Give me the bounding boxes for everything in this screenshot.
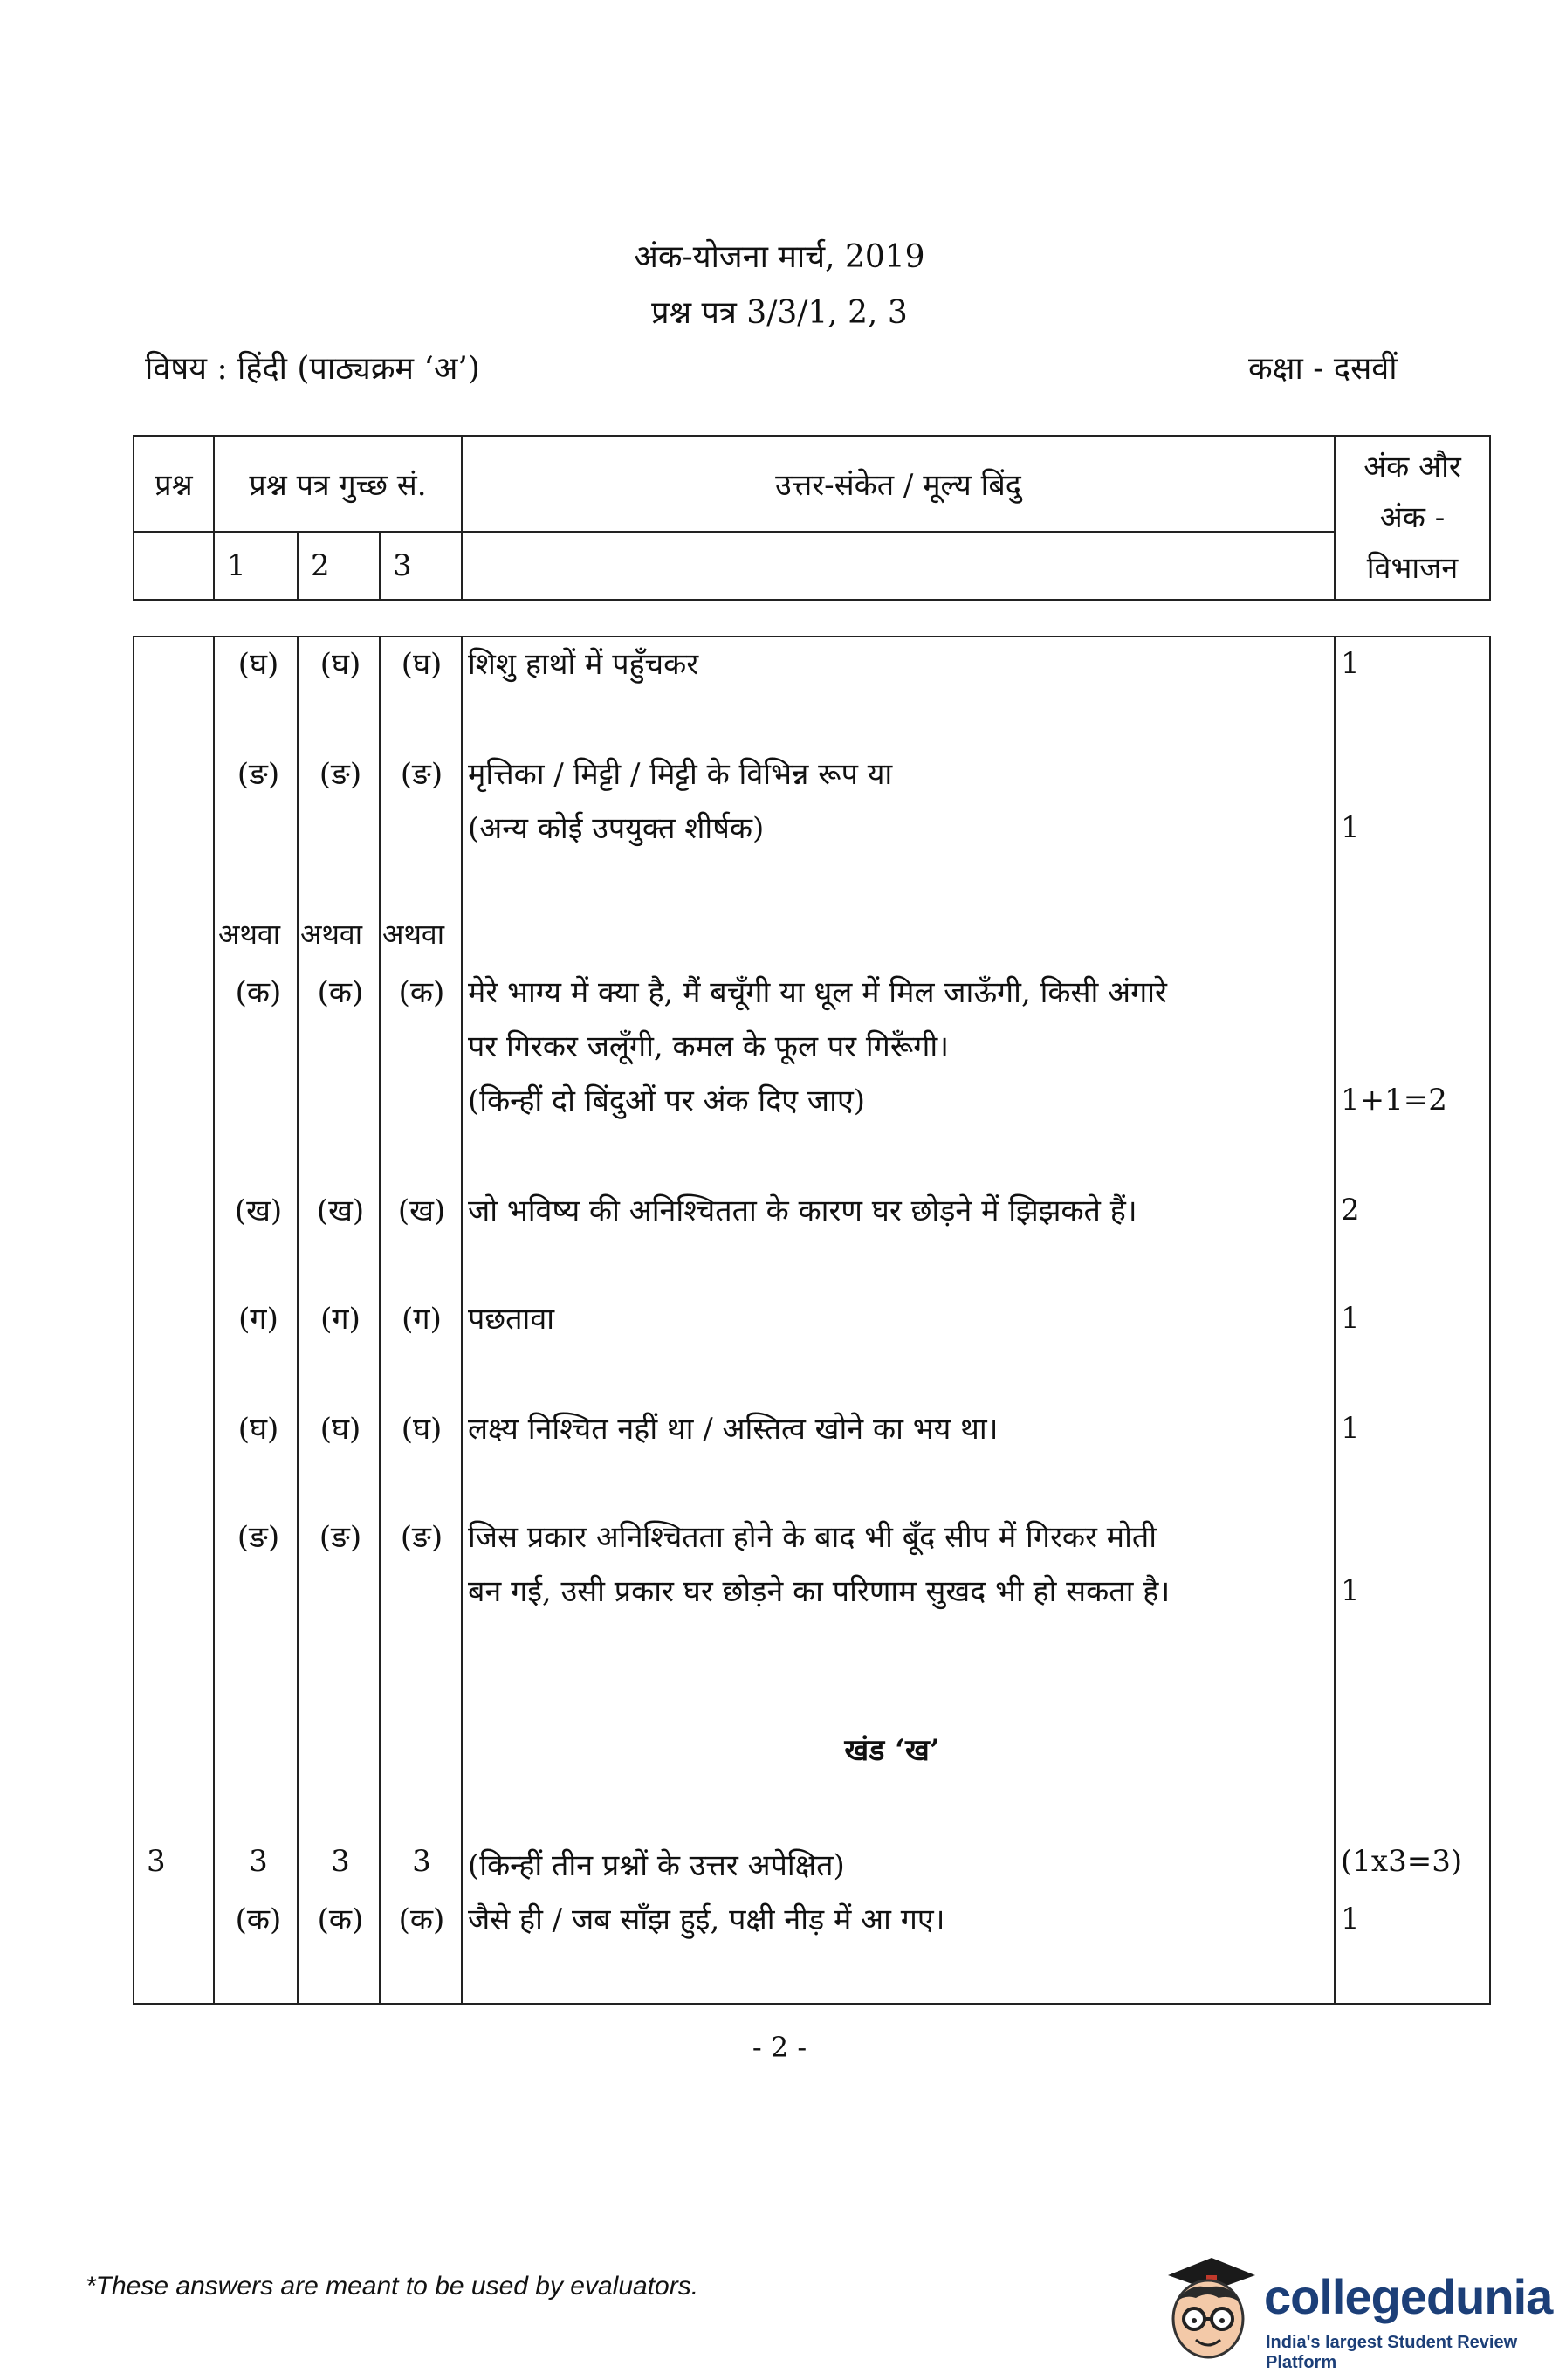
set1-label: (ङ) [237, 757, 280, 792]
set1-label: (ग) [238, 1302, 278, 1337]
set3-label: (क) [398, 975, 445, 1010]
set3-number: 3 [412, 1844, 431, 1879]
page-number: - 2 - [752, 2031, 807, 2064]
set2-number: 3 [331, 1844, 350, 1879]
answer-text: (किन्हीं दो बिंदुओं पर अंक दिए जाए) [468, 1083, 866, 1118]
set2-label: (ङ) [319, 757, 362, 792]
header-set: प्रश्न पत्र गुच्छ सं. [214, 436, 462, 532]
header-question: प्रश्न [134, 436, 214, 532]
logo-tagline: India's largest Student Review Platform [1266, 2333, 1518, 2372]
answer-text: जो भविष्य की अनिश्चितता के कारण घर छोड़ने में झिझकते हैं। [468, 1193, 1137, 1228]
answer-text: (अन्य कोई उपयुक्त शीर्षक) [468, 811, 765, 846]
set2-label: (घ) [319, 647, 361, 682]
marks-value: 1 [1341, 1411, 1360, 1446]
instruction-marks: (1x3=3) [1341, 1844, 1463, 1879]
answer-text: मेरे भाग्य में क्या है, मैं बचूँगी या धूल में मिल जाऊँगी, किसी अंगारे [468, 975, 1167, 1010]
marks-value: 1 [1341, 1573, 1360, 1608]
set2-label: (ख) [316, 1193, 365, 1228]
marks-value: 1 [1341, 646, 1360, 681]
col-question [134, 636, 214, 2004]
collegedunia-logo[interactable] [1150, 2249, 1553, 2372]
marks-value: 1 [1341, 1902, 1360, 1936]
set3-label: (ङ) [400, 757, 443, 792]
question-number: 3 [147, 1844, 166, 1879]
or-label-2: अथवा [300, 918, 362, 951]
set1-number: 3 [249, 1844, 268, 1879]
footer-note: *These answers are meant to be used by evaluators. [86, 2272, 699, 2301]
answer-text: जैसे ही / जब साँझ हुई, पक्षी नीड़ में आ गए। [468, 1902, 945, 1937]
answer-text: पछतावा [468, 1302, 555, 1337]
header-marks: अंक और अंक - विभाजन [1335, 436, 1490, 600]
logo-wordmark: collegedunia [1264, 2269, 1553, 2324]
answer-text: बन गई, उसी प्रकार घर छोड़ने का परिणाम सुखद भी हो सकता है। [468, 1574, 1171, 1609]
answer-text: पर गिरकर जलूँगी, कमल के फूल पर गिरूँगी। [468, 1029, 950, 1064]
marks-value: 2 [1341, 1193, 1360, 1228]
set3-label: (ङ) [400, 1520, 443, 1555]
header-table [133, 435, 1491, 601]
marks-value: 1+1=2 [1341, 1083, 1447, 1118]
set3-label: (घ) [401, 647, 443, 682]
class-label: कक्षा - दसवीं [1248, 351, 1398, 387]
set3-label: (ख) [397, 1193, 446, 1228]
header-answer: उत्तर-संकेत / मूल्य बिंदु [462, 436, 1335, 532]
set2-label: (क) [317, 975, 364, 1010]
paper-code: प्रश्न पत्र 3/3/1, 2, 3 [651, 295, 908, 331]
header-empty-answer [462, 532, 1335, 600]
set-number-3: 3 [380, 532, 462, 600]
set2-label: (ङ) [319, 1520, 362, 1555]
header-empty [134, 532, 214, 600]
set1-label: (ख) [234, 1193, 283, 1228]
subject-label: विषय : हिंदी (पाठ्यक्रम ‘अ’) [145, 351, 480, 387]
set1-label: (घ) [237, 1412, 279, 1447]
page-title: अंक-योजना मार्च, 2019 [634, 239, 925, 275]
set2-label: (ग) [320, 1302, 361, 1337]
set3-label: (क) [398, 1902, 445, 1937]
set-number-1: 1 [214, 532, 298, 600]
answer-text: मृत्तिका / मिट्टी / मिट्टी के विभिन्न रूप या [468, 757, 893, 792]
section-heading: खंड ‘ख’ [844, 1733, 940, 1768]
set1-label: (ङ) [237, 1520, 280, 1555]
set1-label: (क) [235, 1902, 282, 1937]
set1-label: (क) [235, 975, 282, 1010]
marks-value: 1 [1341, 1301, 1360, 1336]
answer-text: लक्ष्य निश्चित नहीं था / अस्तित्व खोने का भय था। [468, 1412, 999, 1447]
set3-label: (घ) [401, 1412, 443, 1447]
set3-label: (ग) [402, 1302, 442, 1337]
answer-text: शिशु हाथों में पहुँचकर [468, 647, 699, 682]
marks-value: 1 [1341, 810, 1360, 845]
or-label-1: अथवा [218, 918, 280, 951]
instruction-text: (किन्हीं तीन प्रश्नों के उत्तर अपेक्षित) [468, 1848, 845, 1883]
mascot-icon [1150, 2249, 1264, 2371]
or-label-3: अथवा [382, 918, 444, 951]
set2-label: (क) [317, 1902, 364, 1937]
set2-label: (घ) [319, 1412, 361, 1447]
set1-label: (घ) [237, 647, 279, 682]
set-number-2: 2 [298, 532, 380, 600]
answer-text: जिस प्रकार अनिश्चितता होने के बाद भी बूँद सीप में गिरकर मोती [468, 1520, 1157, 1555]
